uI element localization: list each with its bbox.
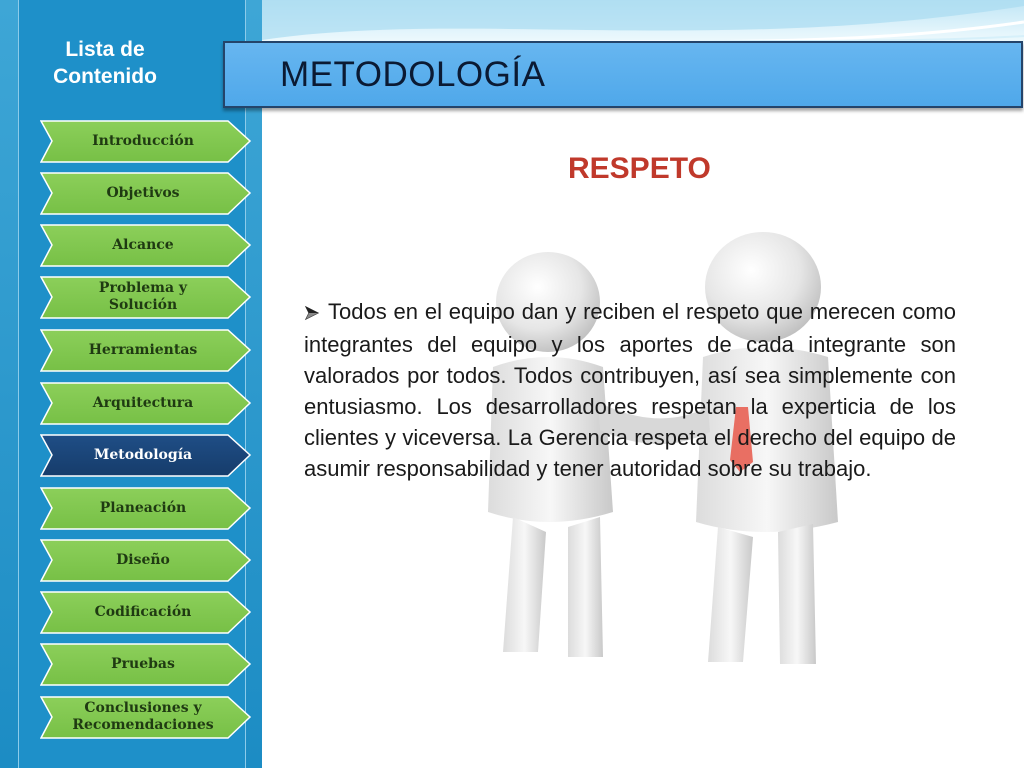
sidebar-item-label: Conclusiones y Recomendaciones	[72, 700, 214, 733]
sidebar-item-label: Planeación	[99, 499, 187, 516]
page-title: METODOLOGÍA	[280, 55, 546, 94]
sidebar-item-label: Problema y Solución	[98, 280, 188, 313]
sidebar-item-introducción[interactable]	[40, 118, 252, 164]
sidebar-item-diseño[interactable]	[40, 537, 252, 583]
section-subtitle: RESPETO	[568, 152, 711, 185]
title-bar	[223, 41, 1023, 108]
sidebar-item-label: Diseño	[116, 551, 170, 568]
sidebar-item-alcance[interactable]	[40, 222, 252, 268]
sidebar-item-label: Codificación	[94, 603, 192, 620]
sidebar-item-conclusiones-y[interactable]	[40, 694, 252, 740]
sidebar-item-label: Arquitectura	[92, 394, 194, 411]
sidebar-item-metodología[interactable]	[40, 432, 252, 478]
sidebar-item-planeación[interactable]	[40, 485, 252, 531]
sidebar	[0, 0, 262, 768]
sidebar-item-label: Pruebas	[111, 655, 175, 672]
sidebar-item-label: Alcance	[112, 236, 174, 253]
sidebar-item-label: Metodología	[93, 446, 193, 463]
sidebar-item-problema-y[interactable]	[40, 274, 252, 320]
sidebar-item-arquitectura[interactable]	[40, 380, 252, 426]
sidebar-item-label: Objetivos	[106, 184, 180, 201]
arrow-bullet-icon	[304, 298, 322, 329]
respect-description-text: Todos en el equipo dan y reciben el respeto que merecen como integrantes del equipo y los aportes de cada integrante son valorados por todos. Todos contribuyen, así sea simplemente con entusiasmo. Los desarrolladores respetan la experticia de los clientes y viceversa. La Gerencia respeta el derecho del equipo de asumir responsabilidad y tener autoridad sobre su trabajo.	[304, 299, 956, 481]
sidebar-title: Lista de Contenido	[53, 38, 157, 88]
respect-description	[304, 296, 956, 484]
sidebar-item-label: Herramientas	[88, 341, 198, 358]
sidebar-item-pruebas[interactable]	[40, 641, 252, 687]
sidebar-item-label: Introducción	[92, 132, 194, 149]
sidebar-item-codificación[interactable]	[40, 589, 252, 635]
sidebar-item-herramientas[interactable]	[40, 327, 252, 373]
sidebar-item-objetivos[interactable]	[40, 170, 252, 216]
